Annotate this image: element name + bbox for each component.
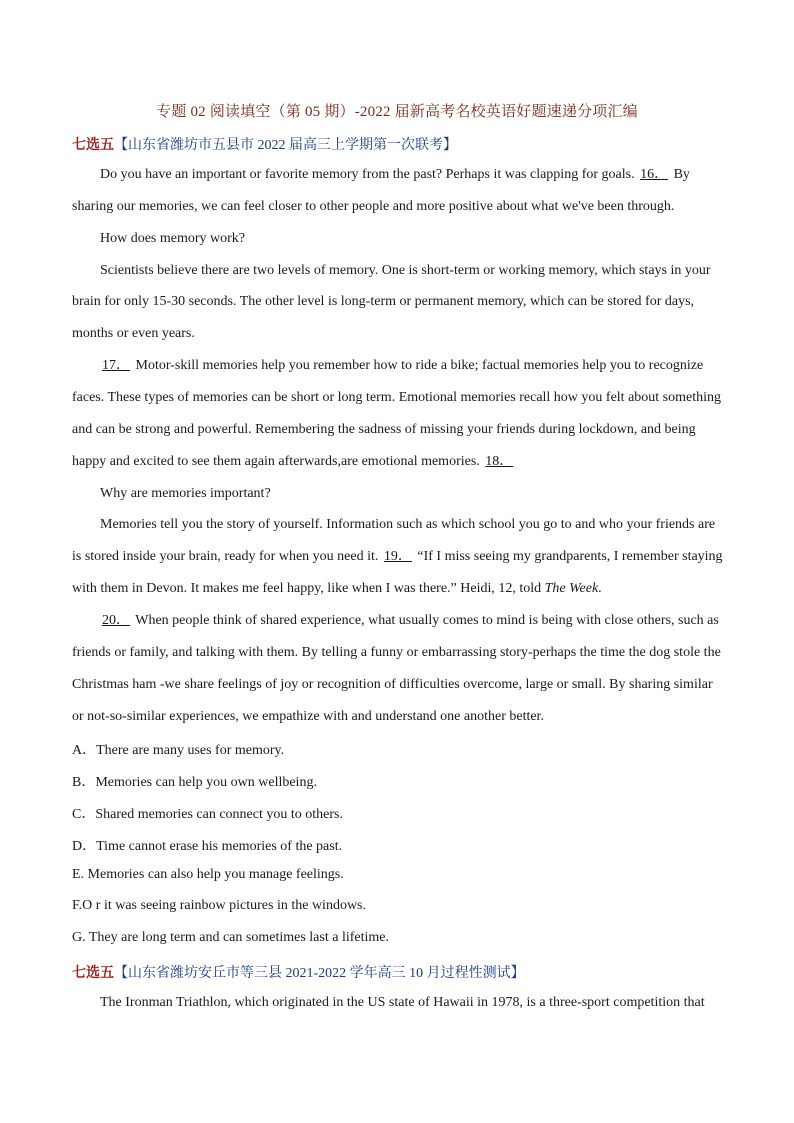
paragraph-line [72,548,722,566]
blank-16: 16． [640,167,669,182]
text-span: When people think of shared experience, what usually comes to mind is being with close others, such as [135,613,719,628]
paragraph-line [100,357,750,375]
paragraph-line: faces. These types of memories can be short or long term. Emotional memories recall how you felt about something [72,390,722,405]
publication-name: The Week [544,581,599,596]
section-tag: 七选五 [72,966,114,981]
document-title: 专题 02 阅读填空（第 05 期）-2022 届新高考名校英语好题速递分项汇编 [156,104,638,120]
text-span: Do you have an important or favorite memory from the past? Perhaps it was clapping for goals. [100,167,635,182]
paragraph-line [72,580,722,598]
blank-19: 19． [383,549,412,564]
paragraph-line: Scientists believe there are two levels of memory. One is short-term or working memory, which stays in your [100,263,711,278]
option-d: D．Time cannot erase his memories of the past. [72,839,343,854]
option-e: E. Memories can also help you manage feelings. [72,867,344,882]
option-f: F.O r it was seeing rainbow pictures in the windows. [72,898,366,913]
blank-20: 20． [102,613,130,628]
option-c: C．Shared memories can connect you to others. [72,807,343,822]
section-source: 【山东省潍坊市五县市 2022 届高三上学期第一次联考】 [114,138,457,153]
paragraph-line: Christmas ham -we share feelings of joy or recognition of difficulties overcome, large or small. By sharing similar [72,677,713,692]
subheading: Why are memories important? [100,486,271,501]
text-span: happy and excited to see them again afterwards,are emotional memories. [72,454,480,469]
blank-18: 18． [485,454,514,469]
paragraph-line: Memories tell you the story of yourself. Information such as which school you go to and who your friends are [100,517,716,532]
blank-17: 17． [102,358,130,373]
option-a: A．There are many uses for memory. [72,743,285,758]
text-span: with them in Devon. It makes me feel happy, like when I was there.” Heidi, 12, told [72,581,542,596]
paragraph-line: and can be strong and powerful. Remembering the sadness of missing your friends during lockdown, and being [72,422,696,437]
option-b: B．Memories can help you own wellbeing. [72,775,317,790]
text-span: is stored inside your brain, ready for when you need it. [72,549,379,564]
paragraph-line: sharing our memories, we can feel closer to other people and more positive about what we've been through. [72,199,675,214]
subheading: How does memory work? [100,231,246,246]
section-heading [72,962,525,982]
section-tag: 七选五 [72,138,114,153]
paragraph-line: The Ironman Triathlon, which originated in the US state of Hawaii in 1978, is a three-sport competition that [100,995,705,1010]
section-source: 【山东省潍坊安丘市等三县 2021-2022 学年高三 10 月过程性测试】 [114,966,525,981]
text-span: By [673,167,690,182]
paragraph-line: friends or family, and talking with them. By telling a funny or embarrassing story-perhaps the time the dog stole the [72,645,721,660]
text-span: . [598,581,602,596]
paragraph-line: brain for only 15-30 seconds. The other level is long-term or permanent memory, which can be stored for days, [72,294,695,309]
text-span: Motor-skill memories help you remember how to ride a bike; factual memories help you to recognize [135,358,704,373]
paragraph-line [100,166,750,184]
paragraph-line: or not-so-similar experiences, we empathize with and understand one another better. [72,709,544,724]
section-heading [72,134,457,154]
option-g: G. They are long term and can sometimes last a lifetime. [72,930,389,945]
text-span: “If I miss seeing my grandparents, I remember staying [417,549,723,564]
paragraph-line: months or even years. [72,326,195,341]
paragraph-line [72,453,722,471]
paragraph-line [100,612,750,630]
